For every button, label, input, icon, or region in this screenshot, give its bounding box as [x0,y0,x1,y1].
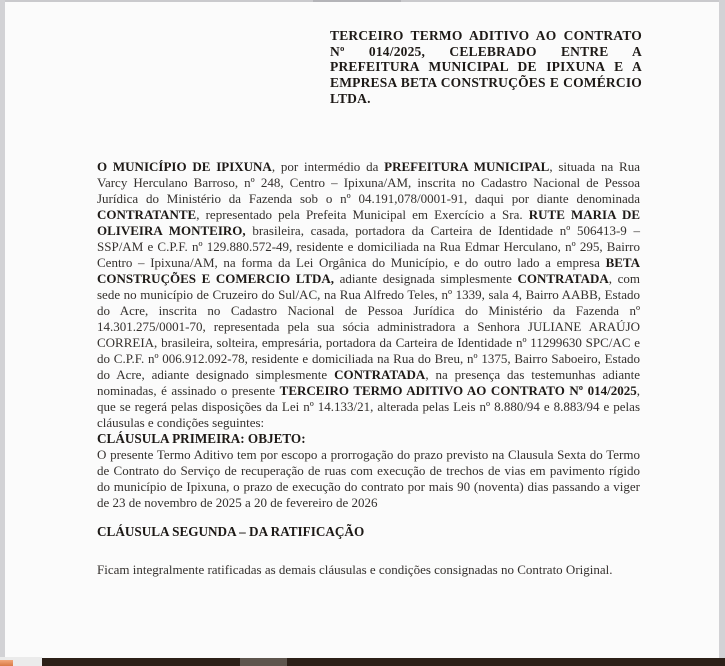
photo-light-patch [240,658,287,666]
document-body [97,159,640,578]
bottom-left-corner-patch [0,657,42,666]
clause-2-heading: CLÁUSULA SEGUNDA – DA RATIFICAÇÃO [97,524,365,539]
clause-1-paragraph: O presente Termo Aditivo tem por escopo a prorrogação do prazo previsto na Clausula Sexta do Termo de Contrato do Serviço de recuperação de ruas com execução de trechos de vias em pavimento rígido do município de Ipixuna, o prazo de execução do contrato por mais 90 (noventa) dias passando a viger de 23 de novembro de 2025 a 20 de fevereiro de 2026 [97,447,640,510]
orange-image-fragment [0,660,13,666]
document-page [5,2,719,658]
clause-2-paragraph: Ficam integralmente ratificadas as demais cláusulas e condições consignadas no Contrato Original. [97,562,613,577]
clause-1-heading: CLÁUSULA PRIMEIRA: OBJETO: [97,431,306,446]
next-page-photo-edge [42,658,725,666]
intro-paragraph: O MUNICÍPIO DE IPIXUNA, por intermédio da PREFEITURA MUNICIPAL, situada na Rua Varcy Herculano Barroso, nº 248, Centro – Ipixuna/AM, inscrita no Cadastro Nacional de Pessoa Jurídica do Ministério da Fazenda sob o nº 04.191,078/0001-91, daqui por diante denominada CONTRATANTE, representado pela Prefeita Municipal em Exercício a Sra. RUTE MARIA DE OLIVEIRA MONTEIRO, brasileira, casada, portadora da Carteira de Identidade nº 506413-9 – SSP/AM e C.P.F. nº 129.880.572-49, residente e domiciliada na Rua Edmar Herculano, nº 295, Bairro Centro – Ipixuna/AM, na forma da Lei Orgânica do Município, e do outro lado a empresa BETA CONSTRUÇÕES E COMERCIO LTDA, adiante designada simplesmente CONTRATADA, com sede no município de Cruzeiro do Sul/AC, na Rua Alfredo Teles, nº 1339, sala 4, Bairro AABB, Estado do Acre, inscrita no Cadastro Nacional de Pessoa Jurídica do Ministério da Fazenda nº 14.301.275/0001-70, representada pela sua sócia administradora a Senhora JULIANE ARAÚJO CORREIA, brasileira, solteira, empresária, portadora da Carteira de Identidade nº 11299630 SPC/AC e do C.P.F. nº 006.912.092-78, residente e domiciliada na Rua do Breu, nº 1375, Bairro Saboeiro, Estado do Acre, adiante designado simplesmente CONTRATADA, na presença das testemunhas adiante nominadas, é assinado o presente TERCEIRO TERMO ADITIVO AO CONTRATO Nº 014/2025, que se regerá pelas disposições da Lei nº 14.133/21, alterada pelas Leis nº 8.880/94 e 8.883/94 e pelas cláusulas e condições seguintes: [97,159,640,430]
document-title: TERCEIRO TERMO ADITIVO AO CONTRATO Nº 014/2025, CELEBRADO ENTRE A PREFEITURA MUNICIPAL DE IPIXUNA E A EMPRESA BETA CONSTRUÇÕES E COMÉRCIO LTDA. [330,28,642,106]
viewer-right-margin [719,0,725,659]
